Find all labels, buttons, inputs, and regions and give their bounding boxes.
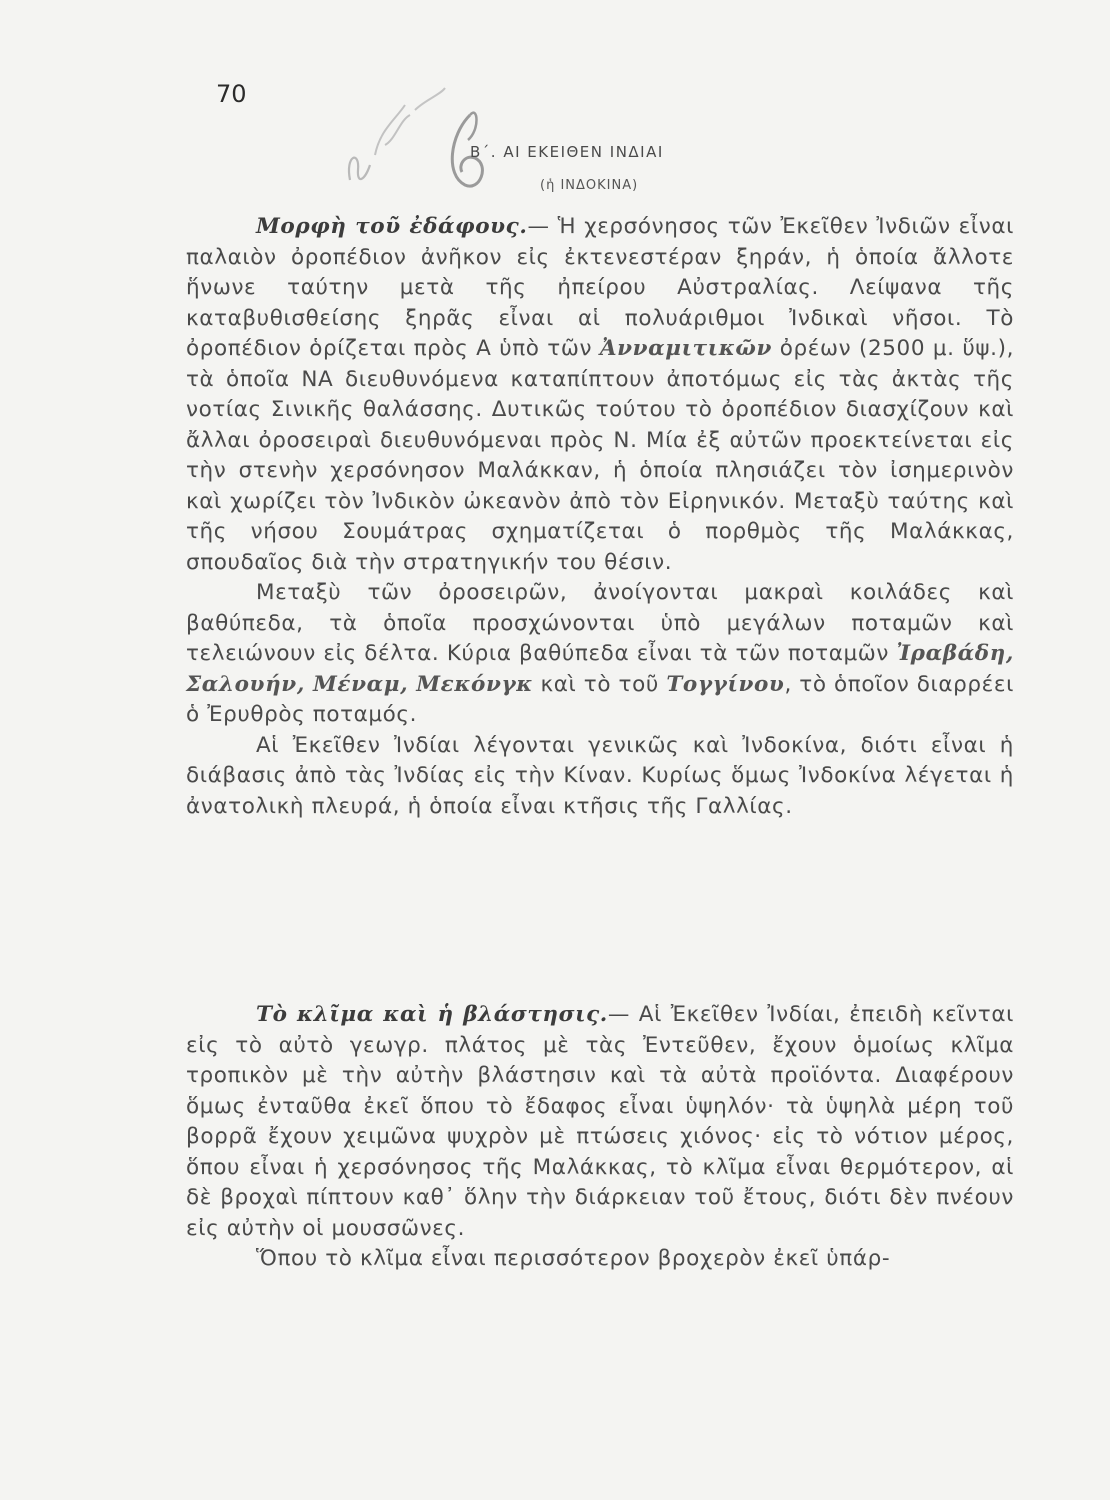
paragraph: [186, 212, 1014, 578]
section-heading: Μορφὴ τοῦ ἐδάφους.: [256, 214, 528, 239]
paragraph-text: , τὸ ὁποῖον διαρρέει ὁ Ἐρυθρὸς ποταμός.: [186, 671, 1014, 727]
paragraph: Ὅπου τὸ κλῖμα εἶναι περισσότερον βροχερὸν ἐκεῖ ὑπάρ-: [256, 1246, 891, 1271]
paragraph-text: — Αἱ Ἐκεῖθεν Ἰνδίαι, ἐπειδὴ κεῖνται εἰς τὸ αὐτὸ γεωγρ. πλάτος μὲ τὰς Ἐντεῦθεν, ἔχουν ὁμοίως κλῖμα τροπικὸν μὲ τὴν αὐτὴν βλάστησιν καὶ τὰ αὐτὰ προϊόντα. Διαφέρουν ὅμως ἐνταῦθα ἐκεῖ ὅπου τὸ ἔδαφος εἶναι ὑψηλόν· τὰ ὑψηλὰ μέρη τοῦ βορρᾶ ἔχουν χειμῶνα ψυχρὸν μὲ πτώσεις χιόνος· εἰς τὸ νότιον μέρος, ὅπου εἶναι ἡ χερσόνησος τῆς Μαλάκκας, τὸ κλῖμα εἶναι θερμότερον, αἱ δὲ βροχαὶ πίπτουν καθ᾽ ὅλην τὴν διάρκειαν τοῦ ἔτους, διότι δὲν πνέουν εἰς αὐτὴν οἱ μουσσῶνες.: [186, 1002, 1014, 1241]
chapter-title: Β΄. ΑΙ ΕΚΕΙΘΕΝ ΙΝΔΙΑΙ: [470, 143, 664, 161]
page-number: 70: [216, 80, 247, 108]
paragraph-text: Μεταξὺ τῶν ὀροσειρῶν, ἀνοίγονται μακραὶ κοιλάδες καὶ βαθύπεδα, τὰ ὁποῖα προσχώνονται ὑπὸ μεγάλων ποταμῶν καὶ τελειώνουν εἰς δέλτα. Κύρια βαθύπεδα εἶναι τὰ τῶν ποταμῶν: [186, 580, 1014, 666]
paragraph-text: καὶ τὸ τοῦ: [533, 671, 667, 697]
section-heading: Τὸ κλῖμα καὶ ἡ βλάστησις.: [256, 1002, 608, 1027]
paragraph: [186, 1000, 1014, 1244]
paragraph: Αἱ Ἐκεῖθεν Ἰνδίαι λέγονται γενικῶς καὶ Ἰνδοκίνα, διότι εἶναι ἡ διάβασις ἀπὸ τὰς Ἰνδίας εἰς τὴν Κίναν. Κυρίως ὅμως Ἰνδοκίνα λέγεται ἡ ἀνατολικὴ πλευρά, ἡ ὁποία εἶναι κτῆσις τῆς Γαλλίας.: [186, 732, 1014, 819]
river-names: Ἰραβάδη, Σαλουήν, Μέναμ, Μεκόνγκ: [186, 641, 1014, 697]
section-landform: [186, 212, 1014, 822]
paragraph-text: — Ἡ χερσόνησος τῶν Ἐκεῖθεν Ἰνδιῶν εἶναι παλαιὸν ὀροπέδιον ἀνῆκον εἰς ἐκτενεστέραν ξηράν, ἡ ὁποία ἄλλοτε ἥνωνε ταύτην μετὰ τῆς ἠπείρου Αὐστραλίας. Λείψανα τῆς καταβυθισθείσης ξηρᾶς εἶναι αἱ πολυάριθμοι Ἰνδικαὶ νῆσοι. Τὸ ὀροπέδιον ὁρίζεται πρὸς Α ὑπὸ τῶν: [186, 214, 1014, 361]
place-name: Ἀνναμιτικῶν: [599, 336, 773, 361]
handwritten-annotation: [330, 60, 510, 210]
chapter-subtitle: (ἡ ΙΝΔΟΚΙΝΑ): [540, 178, 639, 193]
paragraph: [186, 578, 1014, 731]
paragraph-text: ὀρέων (2500 μ. ὕψ.), τὰ ὁποῖα ΝΑ διευθυνόμενα καταπίπτουν ἀποτόμως εἰς τὰς ἀκτὰς τῆς νοτίας Σινικῆς θαλάσσης. Δυτικῶς τούτου τὸ ὀροπέδιον διασχίζουν καὶ ἄλλαι ὀροσειραὶ διευθυνόμεναι πρὸς Ν. Μία ἐξ αὐτῶν προεκτείνεται εἰς τὴν στενὴν χερσόνησον Μαλάκκαν, ἡ ὁποία πλησιάζει τὸν ἰσημερινὸν καὶ χωρίζει τὸν Ἰνδικὸν ὠκεανὸν ἀπὸ τὸν Εἰρηνικόν. Μεταξὺ ταύτης καὶ τῆς νήσου Σουμάτρας σχηματίζεται ὁ πορθμὸς τῆς Μαλάκκας, σπουδαῖος διὰ τὴν στρατηγικήν του θέσιν.: [186, 336, 1015, 575]
river-name: Τογγίνου: [666, 671, 785, 697]
section-climate: [186, 1000, 1014, 1275]
